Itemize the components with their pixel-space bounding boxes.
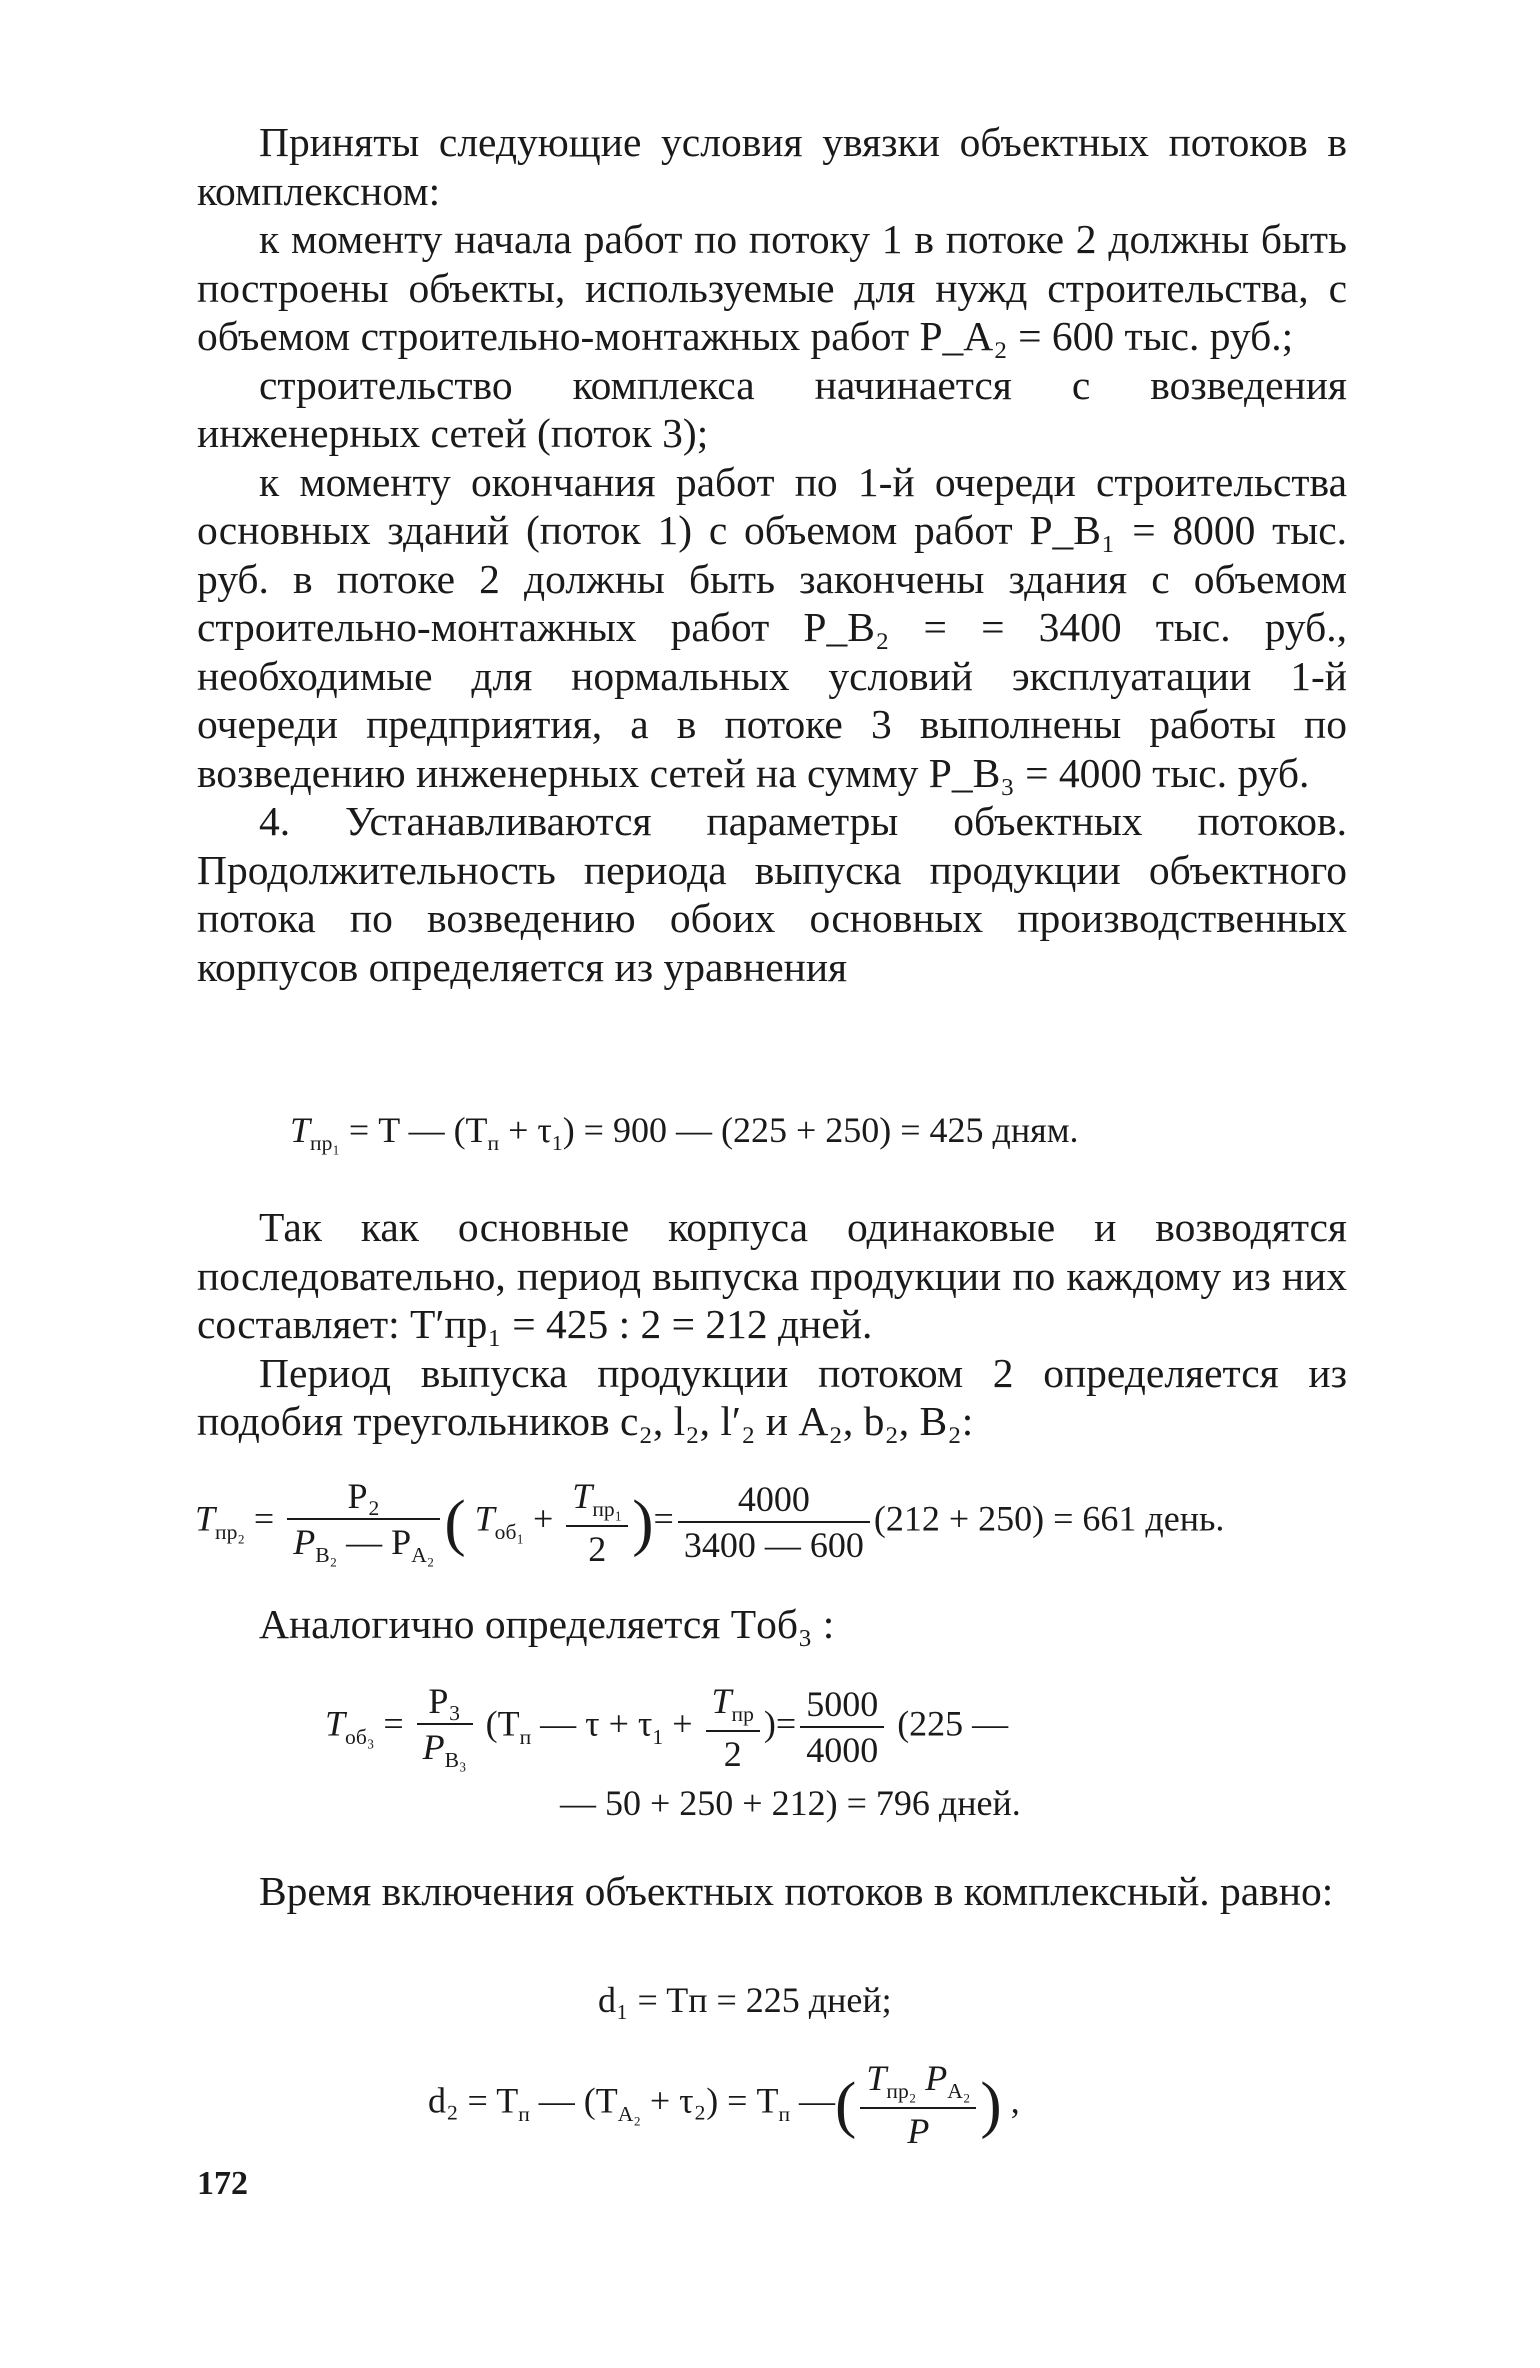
equation-tob3: $T_{об_3}$ = $\frac{\text{P₃}}{P_{B_3}}$ ($T_п$ — $\tau + \tau_1$ + $\frac{T_{пр}}{2}$ )= $\frac{5000}{4000}$ (225 — <box>325 1681 1009 1774</box>
paragraph: к моменту начала работ по потоку 1 в потоке 2 должны быть построены объекты, используемые для нужд строительства, с объемом строительно-монтажных работ P_A₂ = 600 тыс. руб.; <box>197 216 1347 359</box>
equation-tpr2: $T_{пр_2}$ = $\frac{\text{P₂}}{P_{B_2} — P_{A_2}}$ ( $T_{об_1}$ + $\frac{T_{пр_1}}{2}$ )= $\frac{4000}{3400 — 600}$ (212 + 250) = 661 день. <box>195 1476 1225 1569</box>
text-block-2 <box>197 1203 1347 1446</box>
paragraph: 4. Устанавливаются параметры объектных потоков. Продолжительность периода выпуска продукции объектного потока по возведению обоих основных производственных корпусов определяется из уравнения <box>197 798 1347 990</box>
equation-d1: d₁ = Tп = 225 дней; <box>598 1980 892 2020</box>
equation-d2: $d_2 = T_п$ — $(T_{A_2} + \tau_2) = T_п$ —( $\frac{T_{пр_2} P_{A_2}}{P}$ ) , <box>428 2058 1020 2151</box>
paragraph: к моменту окончания работ по 1-й очереди строительства основных зданий (поток 1) с объемом работ P_B₁ = 8000 тыс. руб. в потоке 2 должны быть закончены здания с объемом строительно-монтажных работ P_B₂ = = 3400 тыс. руб., необходимые для нормальных условий эксплуатации 1-й очереди предприятия, а в потоке 3 выполнены работы по возведению инженерных сетей на сумму P_B₃ = 4000 тыс. руб. <box>197 458 1347 796</box>
text-block-1 <box>197 118 1347 991</box>
text-block-4 <box>197 1867 1347 1916</box>
paragraph: Аналогично определяется Tоб₃ : <box>259 1601 835 1647</box>
page-number: 172 <box>197 2165 248 2202</box>
equation-tpr1: $T_{пр_1} = T$ — $(T_п + \tau_1) = 900$ — (225 + 250) = 425 дням. <box>290 1110 1079 1156</box>
paragraph: строительство комплекса начинается с возведения инженерных сетей (поток 3); <box>197 361 1347 456</box>
paragraph: Приняты следующие условия увязки объектных потоков в комплексном: <box>197 119 1347 214</box>
paragraph: Период выпуска продукции потоком 2 определяется из подобия треугольников c₂, l₂, l′₂ и A₂, b₂, B₂: <box>197 1349 1347 1444</box>
text-block-3 <box>197 1600 1347 1649</box>
paragraph: Время включения объектных потоков в комплексный. равно: <box>259 1868 1334 1914</box>
equation-tob3-line2: — 50 + 250 + 212) = 796 дней. <box>560 1783 1021 1823</box>
paragraph: Так как основные корпуса одинаковые и возводятся последовательно, период выпуска продукции по каждому из них составляет: T′пр₁ = 425 : 2 = 212 дней. <box>197 1204 1347 1347</box>
